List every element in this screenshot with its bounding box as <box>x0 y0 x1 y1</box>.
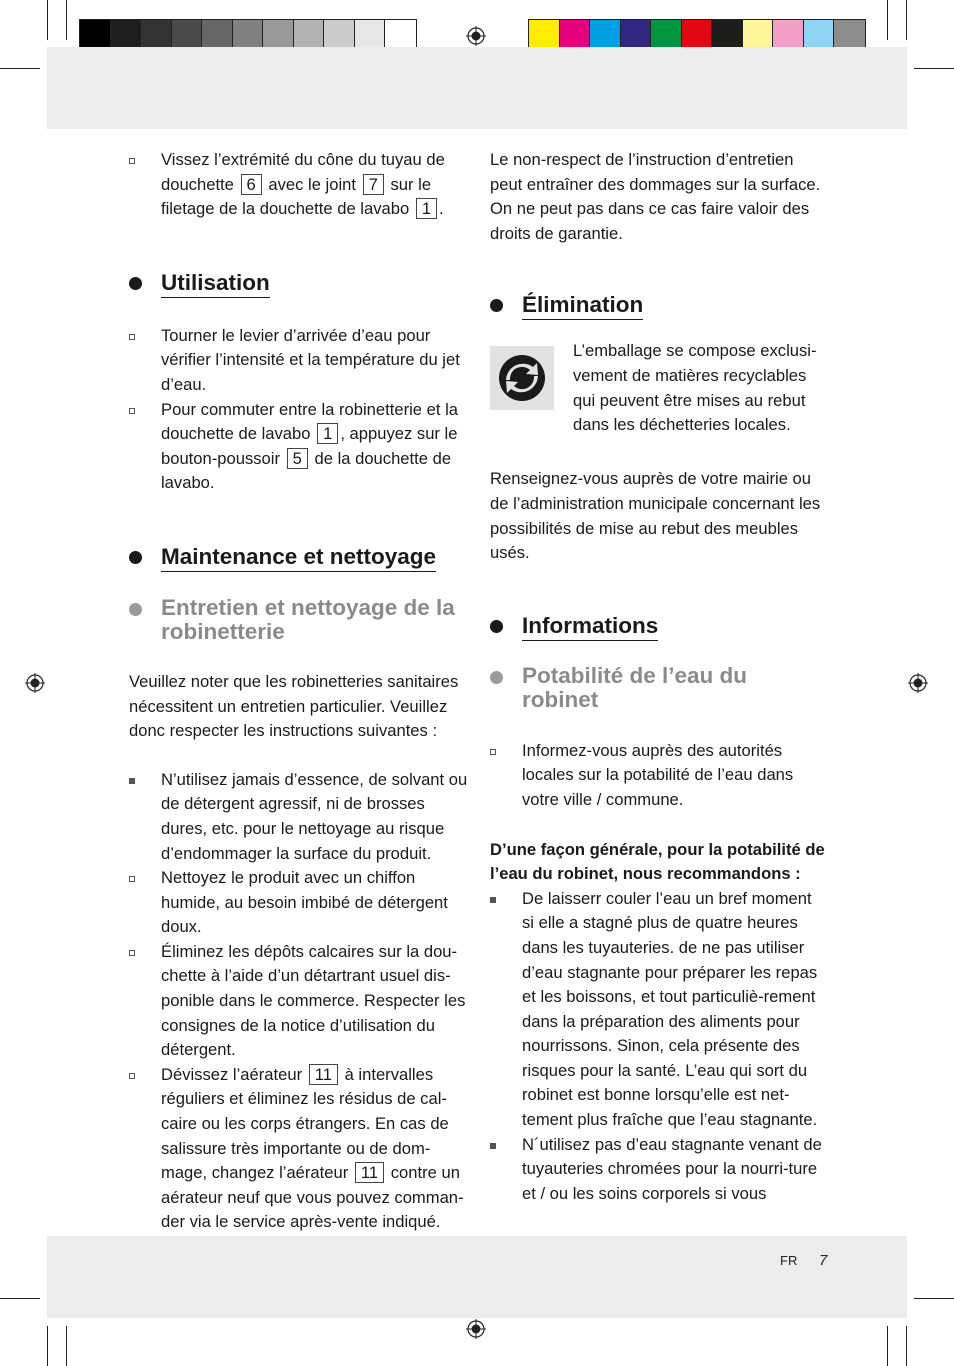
color-swatch <box>80 20 111 50</box>
subsection-heading-potabilite: Potabilité de l’eau du robinet <box>490 664 762 713</box>
recycling-block <box>490 341 828 442</box>
paragraph: L’emballage se compose exclusi-vement de matières recyclables qui peuvent être mises au rebut dans les déchetteries locales. <box>573 341 817 435</box>
part-reference: 11 <box>355 1162 384 1183</box>
registration-mark-icon <box>908 673 928 693</box>
registration-mark-icon <box>466 26 486 46</box>
section-heading-maintenance: Maintenance et nettoyage <box>129 544 469 572</box>
bold-paragraph: D’une façon générale, pour la potabilité de l’eau du robinet, nous recommandons : <box>490 839 825 884</box>
color-swatch <box>560 20 591 50</box>
part-reference: 6 <box>241 174 262 195</box>
part-reference: 5 <box>287 448 308 469</box>
right-column <box>490 148 828 1206</box>
list-item: Informez-vous auprès des autorités locales sur la potabilité de l’eau dans votre ville / commune. <box>490 739 828 813</box>
color-swatch <box>621 20 652 50</box>
color-swatch <box>743 20 774 50</box>
color-swatch <box>263 20 294 50</box>
list-item: N’utilisez jamais d’essence, de solvant ou de détergent agressif, ni de brosses dures, etc. pour le nettoyage au risque d’endommager la surface du produit. <box>129 768 469 866</box>
paragraph: Le non-respect de l’instruction d’entretien peut entraîner des dommages sur la surface. On ne peut pas dans ce cas faire valoir des droits de garantie. <box>490 150 821 243</box>
list-item: Nettoyez le produit avec un chiffon humide, au besoin imbibé de détergent doux. <box>129 866 469 940</box>
page-footer <box>780 1252 827 1269</box>
color-swatch <box>682 20 713 50</box>
color-swatch <box>111 20 142 50</box>
color-swatch <box>233 20 264 50</box>
language-code: FR <box>780 1253 798 1268</box>
registration-mark-icon <box>25 673 45 693</box>
footer-band <box>47 1236 907 1318</box>
part-reference: 1 <box>317 423 338 444</box>
left-column <box>129 148 469 1235</box>
section-heading-elimination: Élimination <box>490 292 828 320</box>
color-swatch <box>172 20 203 50</box>
color-swatch <box>834 20 865 50</box>
part-reference: 7 <box>363 174 384 195</box>
color-swatch <box>141 20 172 50</box>
list-item: Vissez l’extrémité du cône du tuyau de douchette 6 avec le joint 7 sur le filetage de la douchette de lavabo 1 . <box>129 148 469 222</box>
page-number: 7 <box>818 1252 828 1269</box>
list-item: N´utilisez pas d’eau stagnante venant de tuyauteries chromées pour la nourri-ture et / ou les soins corporels si vous <box>490 1133 828 1207</box>
color-swatch <box>651 20 682 50</box>
part-reference: 11 <box>309 1064 338 1085</box>
list-item: Éliminez les dépôts calcaires sur la dou-chette à l’aide d’un détartrant usuel dis-ponible dans le commerce. Respecter les consignes de la notice d’utilisation du détergent. <box>129 940 469 1063</box>
color-swatch <box>529 20 560 50</box>
paragraph: Renseignez-vous auprès de votre mairie ou de l’administration municipale concernant les possibilités de mise au rebut des meubles usés. <box>490 469 821 563</box>
header-band <box>47 47 907 129</box>
list-item: Pour commuter entre la robinetterie et la douchette de lavabo 1 , appuyez sur le bouton-poussoir 5 de la douchette de lavabo. <box>129 398 469 496</box>
subsection-heading-entretien: Entretien et nettoyage de la robinetterie <box>129 596 469 645</box>
registration-mark-icon <box>466 1319 486 1339</box>
list-item: Tourner le levier d’arrivée d’eau pour vérifier l’intensité et la température du jet d’eau. <box>129 324 469 398</box>
color-swatch <box>294 20 325 50</box>
color-swatch <box>202 20 233 50</box>
recycling-icon <box>490 346 554 410</box>
color-swatch <box>773 20 804 50</box>
color-swatch <box>355 20 386 50</box>
color-swatch <box>712 20 743 50</box>
section-heading-informations: Informations <box>490 613 828 641</box>
color-swatch <box>804 20 835 50</box>
list-item: Dévissez l’aérateur 11 à intervalles réguliers et éliminez les résidus de cal-caire ou les corps étrangers. En cas de salissure très importante ou de dom-mage, changez l’aérateur 11 contre un aérateur neuf que vous pouvez comman-der via le service après-vente indiqué. <box>129 1063 469 1235</box>
paragraph: Veuillez noter que les robinetteries sanitaires nécessitent un entretien particulier. Veuillez donc respecter les instructions suivantes : <box>129 671 459 741</box>
part-reference: 1 <box>416 198 437 219</box>
color-swatch <box>324 20 355 50</box>
color-swatch <box>385 20 416 50</box>
section-heading-utilisation: Utilisation <box>129 270 469 298</box>
color-swatch <box>590 20 621 50</box>
list-item: De laisserr couler l’eau un bref moment si elle a stagné plus de quatre heures dans les tuyauteries. de ne pas utiliser d’eau stagnante pour préparer les repas et les boissons, et tout particuliè-rement dans la préparation des aliments pour nourrissons. Sinon, cela présente des risques pour la santé. L’eau qui sort du robinet est bonne lorsqu’elle est net-tement plus fraîche que l’eau stagnante. <box>490 887 828 1133</box>
